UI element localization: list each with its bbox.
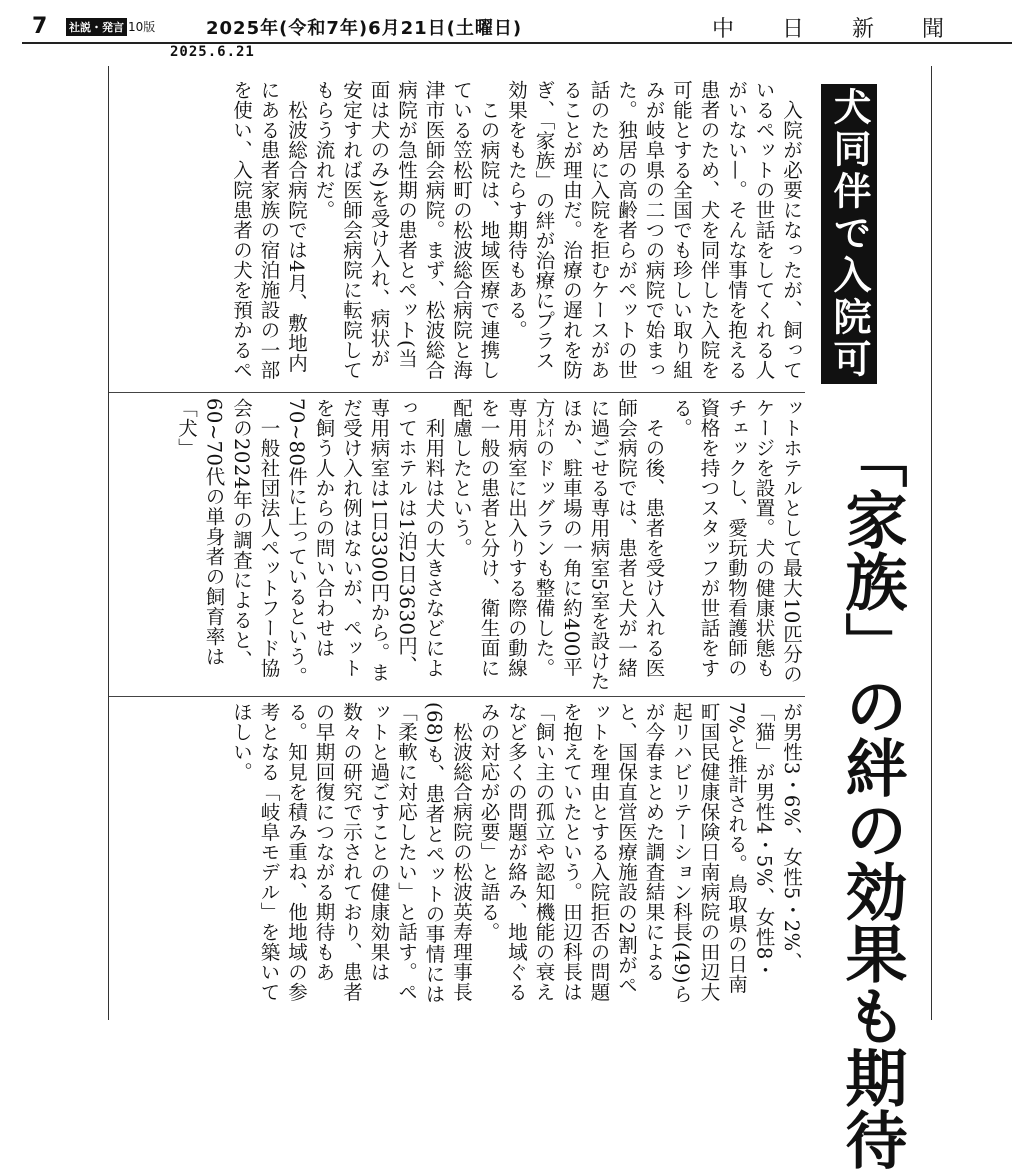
editorial-article <box>108 66 932 1170</box>
body-tier-2 <box>115 398 805 692</box>
paragraph: 松波総合病院の松波英寿理事長(68)も、患者とペットの事情には「柔軟に対応したい」と話す。ペットと過ごすことの健康効果は数々の研究で示されており、患者の早期回復につながる期待もある。知見を積み重ね、他地域の参考となる「岐阜モデル」を築いてほしい。 <box>230 702 473 1005</box>
issue-date: 2025年(令和7年)6月21日(土曜日) <box>206 18 523 39</box>
clip-date: 2025.6.21 <box>170 44 255 60</box>
article-headline: 「家族」の絆の効果も期待 <box>835 426 908 1170</box>
paragraph: 松波総合病院では4月、敷地内にある患者家族の宿泊施設の一部を使い、入院患者の犬を預かるペ <box>230 80 308 380</box>
edition-label: 10版 <box>128 20 156 34</box>
column-divider <box>109 392 805 393</box>
paragraph: この病院は、地域医療で連携している笠松町の松波総合病院と海津市医師会病院。まず、松波総合病院が急性期の患者とペット(当面は犬のみ)を受け入れ、病状が安定すれば医師会病院に転院してもらう流れだ。 <box>312 80 501 380</box>
paragraph: ットホテルとして最大10匹分のケージを設置。犬の健康状態もチェックし、愛玩動物看護師の資格を持つスタッフが世話をする。 <box>670 398 803 684</box>
paragraph: 利用料は犬の大きさなどによってホテルは1泊2日3630円、専用病室は1日3300円から。まだ受け入れ例はないが、ペットを飼う人からの問い合わせは70~80件に上っているという。 <box>285 398 446 687</box>
section-label: 社説・発言 <box>66 18 127 36</box>
column-divider <box>109 696 805 697</box>
paragraph: 入院が必要になったが、飼っているペットの世話をしてくれる人がいない—。そんな事情を抱える患者のため、犬を同伴した入院を可能とする全国でも珍しい取り組みが岐阜県の二つの病院で始まった。独居の高齢者らがペットの世話のために入院を拒むケースがあることが理由だ。治療の遅れを防ぎ、「家族」の絆が治療にプラス効果をもたらす期待もある。 <box>505 80 803 380</box>
body-tier-1 <box>115 80 805 388</box>
paper-name: 中日新聞 <box>712 17 993 42</box>
newspaper-header <box>22 14 1012 44</box>
paragraph: が男性3・6%、女性5・2%、「猫」が男性4・5%、女性8・7%と推計される。鳥取県の日南町国民健康保険日南病院の田辺大起リハビリテーション科長(49)らが今春まとめた調査結果によると、国保直営医療施設の2割がペットを理由とする入院拒否の問題を抱えていたという。田辺科長は「飼い主の孤立や認知機能の衰えなど多くの問題が絡み、地域ぐるみの対応が必要」と語る。 <box>477 702 803 1005</box>
article-subhead: 犬同伴で入院可 <box>821 84 877 384</box>
page-number: 7 <box>32 14 48 39</box>
paragraph: 一般社団法人ペットフード協会の2024年の調査によると、60~70代の単身者の飼育率は「犬」 <box>175 398 281 678</box>
paragraph: その後、患者を受け入れる医師会病院では、患者と犬が一緒に過ごせる専用病室5室を設けたほか、駐車場の一角に約400平方㍍のドッグランも整備した。専用病室に出入りする際の動線を一般の患者と分け、衛生面に配慮したという。 <box>450 398 666 691</box>
body-tier-3 <box>115 702 805 1010</box>
